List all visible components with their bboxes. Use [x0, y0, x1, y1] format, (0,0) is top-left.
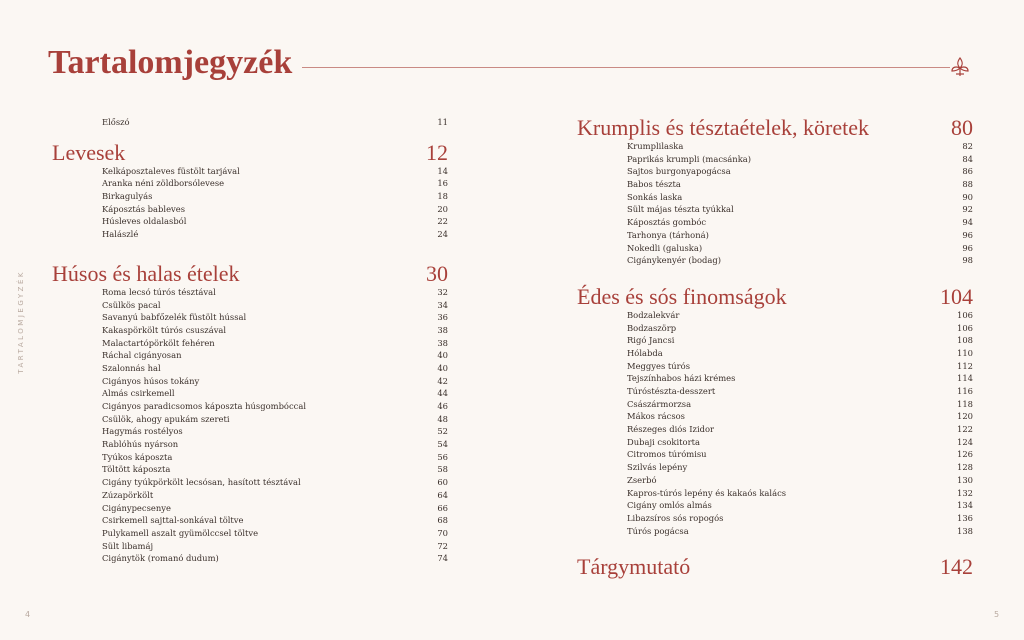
page-number-left: 4	[25, 610, 31, 619]
entry-label: Cigánykenyér (bodag)	[627, 255, 721, 266]
toc-entry[interactable]	[577, 203, 973, 216]
entry-page: 11	[437, 117, 448, 127]
entry-page: 136	[957, 512, 973, 523]
side-running-head: TARTALOMJEGYZÉK	[17, 270, 25, 374]
entry-page: 88	[962, 179, 973, 190]
page-number-right: 5	[994, 610, 1000, 619]
entry-label: Tarhonya (tárhoná)	[627, 229, 709, 240]
toc-entry[interactable]	[577, 499, 973, 512]
entry-label: Zserbó	[627, 474, 657, 485]
entry-label: Túrós pogácsa	[627, 525, 689, 536]
entry-label: Malactartópörkölt fehéren	[102, 337, 215, 348]
entry-label: Kapros-túrós lepény és kakaós kalács	[627, 487, 787, 498]
entry-page: 94	[962, 217, 973, 228]
toc-entry[interactable]	[52, 177, 448, 190]
toc-entry[interactable]	[577, 153, 973, 166]
entry-page: 124	[957, 436, 973, 447]
entry-page: 16	[437, 178, 448, 189]
entry-page: 130	[957, 474, 973, 485]
section-title: Levesek	[52, 139, 126, 165]
toc-entry[interactable]	[577, 525, 973, 538]
entry-label: Meggyes túrós	[627, 360, 691, 371]
entry-label: Cigányos húsos tokány	[102, 375, 200, 386]
entry-label: Sült libamáj	[102, 540, 154, 551]
entry-label: Szilvás lepény	[627, 462, 688, 473]
entry-label: Előszó	[102, 117, 130, 127]
section-heading[interactable]	[52, 262, 448, 286]
left-sections	[52, 141, 448, 565]
entry-label: Dubaji csokitorta	[627, 436, 700, 447]
entry-page: 20	[437, 203, 448, 214]
entry-label: Rablóhús nyárson	[102, 439, 179, 450]
entry-label: Tejszínhabos házi krémes	[627, 373, 736, 384]
section-title: Édes és sós finomságok	[577, 283, 787, 309]
entry-label: Mákos rácsos	[627, 411, 685, 422]
section-title: Krumplis és tésztaételek, köretek	[577, 115, 870, 140]
entry-label: Sült májas tészta tyúkkal	[627, 204, 734, 215]
entry-label: Cigánytök (romanó dudum)	[102, 553, 219, 564]
entry-page: 108	[957, 335, 973, 346]
entry-label: Cigány omlós almás	[627, 500, 712, 511]
entry-label: Csülök, ahogy apukám szereti	[102, 413, 230, 424]
entry-page: 38	[437, 324, 448, 335]
entry-page: 86	[962, 166, 973, 177]
page-title: Tartalomjegyzék	[48, 44, 293, 81]
entry-page: 138	[957, 525, 973, 536]
entry-page: 40	[437, 362, 448, 373]
entry-label: Krumplilaska	[627, 141, 684, 151]
entry-label: Hagymás rostélyos	[102, 426, 183, 437]
entry-label: Csirkemell sajttal-sonkával töltve	[102, 515, 244, 526]
toc-entry[interactable]	[577, 165, 973, 178]
entry-label: Hólabda	[627, 347, 663, 358]
section-gap	[577, 537, 973, 555]
entry-page: 54	[437, 439, 448, 450]
entry-label: Aranka néni zöldborsólevese	[102, 178, 225, 189]
section-heading[interactable]	[52, 141, 448, 165]
toc-entry[interactable]	[52, 286, 448, 299]
entry-label: Káposztás gombóc	[627, 217, 707, 228]
entry-label: Csülkös pacal	[102, 299, 161, 310]
toc-entry[interactable]	[577, 385, 973, 398]
toc-entry[interactable]	[52, 451, 448, 464]
section-heading[interactable]	[577, 285, 973, 309]
entry-page: 128	[957, 462, 973, 473]
entry-page: 84	[962, 153, 973, 164]
entry-page: 46	[437, 401, 448, 411]
entry-page: 82	[962, 141, 973, 151]
entry-page: 114	[957, 373, 973, 384]
entry-label: Savanyú babfőzelék füstölt hússal	[102, 312, 247, 323]
toc-entry[interactable]	[577, 216, 973, 229]
toc-entry[interactable]	[52, 324, 448, 337]
entry-label: Sajtos burgonyapogácsa	[627, 166, 731, 177]
entry-page: 118	[957, 398, 973, 409]
entry-label: Almás csirkemell	[102, 388, 175, 399]
entry-page: 44	[437, 388, 448, 399]
toc-entry[interactable]	[577, 254, 973, 267]
entry-label: Ráchal cigányosan	[102, 350, 182, 361]
toc-entry[interactable]	[52, 362, 448, 375]
toc-entry[interactable]	[577, 334, 973, 347]
toc-entry[interactable]	[52, 203, 448, 216]
toc-entry[interactable]	[52, 514, 448, 527]
toc-entry[interactable]	[577, 229, 973, 242]
toc-entry[interactable]	[577, 436, 973, 449]
toc-entry[interactable]	[52, 337, 448, 350]
entry-page: 116	[957, 386, 973, 396]
section-page: 104	[940, 283, 973, 309]
entry-label: Húsleves oldalasból	[102, 216, 187, 227]
toc-entry[interactable]	[577, 242, 973, 255]
toc-entry[interactable]	[577, 461, 973, 474]
toc-entry[interactable]	[577, 309, 973, 322]
toc-entry[interactable]	[577, 191, 973, 204]
entry-page: 98	[962, 255, 973, 266]
toc-entry[interactable]	[577, 178, 973, 191]
toc-entry[interactable]	[52, 299, 448, 312]
entry-page: 40	[437, 350, 448, 361]
entry-page: 52	[437, 426, 448, 437]
section-page: 142	[940, 554, 973, 580]
entry-label: Részeges diós Izidor	[627, 424, 715, 435]
entry-page: 18	[437, 191, 448, 202]
entry-label: Bodzalekvár	[627, 309, 680, 320]
entry-page: 70	[437, 527, 448, 538]
entry-page: 132	[957, 487, 973, 498]
entry-page: 42	[437, 375, 448, 386]
entry-page: 120	[957, 411, 973, 422]
entry-label: Túróstészta-desszert	[627, 386, 716, 396]
entry-label: Bodzaszörp	[627, 322, 677, 333]
entry-label: Citromos túrómisu	[627, 449, 707, 460]
entry-page: 68	[437, 515, 448, 526]
toc-left-column	[52, 116, 448, 565]
toc-entry[interactable]	[52, 349, 448, 362]
section-gap	[577, 267, 973, 285]
toc-entry[interactable]	[577, 360, 973, 373]
right-sections	[577, 116, 973, 579]
toc-entry[interactable]	[52, 228, 448, 241]
section-gap	[52, 241, 448, 262]
section-page: 30	[426, 260, 448, 286]
toc-entry[interactable]	[577, 140, 973, 153]
entry-label: Sonkás laska	[627, 191, 683, 202]
entry-label: Zúzapörkölt	[102, 489, 154, 500]
entry-label: Paprikás krumpli (macsánka)	[627, 153, 752, 164]
entry-page: 36	[437, 312, 448, 323]
toc-entry[interactable]	[52, 527, 448, 540]
entry-page: 126	[957, 449, 973, 460]
entry-page: 24	[437, 229, 448, 240]
entry-label: Cigányos paradicsomos káposzta húsgombóccal	[102, 401, 307, 411]
entry-label: Rigó Jancsi	[627, 335, 675, 346]
title-rule	[302, 67, 950, 68]
entry-page: 74	[437, 553, 448, 564]
entry-page: 58	[437, 464, 448, 475]
entry-label: Cigány tyúkpörkölt lecsósan, hasított tésztával	[102, 477, 301, 488]
entry-page: 60	[437, 477, 448, 488]
entry-page: 106	[957, 322, 973, 333]
entry-label: Császármorzsa	[627, 398, 692, 409]
section-title: Húsos és halas ételek	[52, 260, 240, 286]
toc-entry[interactable]	[52, 463, 448, 476]
section-page: 80	[951, 115, 973, 140]
toc-entry[interactable]	[52, 375, 448, 388]
toc-entry[interactable]	[577, 512, 973, 525]
toc-entry[interactable]	[52, 489, 448, 502]
toc-entry[interactable]	[52, 387, 448, 400]
entry-label: Szalonnás hal	[102, 362, 161, 373]
toc-entry-foreword[interactable]	[52, 116, 448, 129]
entry-page: 96	[962, 242, 973, 253]
entry-page: 106	[957, 309, 973, 320]
toc-entry[interactable]	[577, 372, 973, 385]
toc-entry[interactable]	[52, 502, 448, 515]
toc-entry[interactable]	[52, 215, 448, 228]
toc-right-column	[577, 116, 973, 579]
entry-page: 110	[957, 347, 973, 358]
toc-entry[interactable]	[52, 413, 448, 426]
toc-entry[interactable]	[52, 476, 448, 489]
entry-label: Töltött káposzta	[102, 464, 171, 475]
section-heading[interactable]	[577, 116, 973, 140]
entry-page: 122	[957, 424, 973, 435]
entry-label: Kakaspörkölt túrós csuszával	[102, 324, 227, 335]
entry-page: 72	[437, 540, 448, 551]
entry-label: Roma lecsó túrós tésztával	[102, 286, 216, 297]
toc-entry[interactable]	[577, 448, 973, 461]
toc-entry[interactable]	[577, 474, 973, 487]
entry-page: 64	[437, 489, 448, 500]
toc-entry[interactable]	[52, 540, 448, 553]
entry-label: Tyúkos káposzta	[102, 451, 173, 462]
entry-page: 96	[962, 229, 973, 240]
toc-entry[interactable]	[52, 311, 448, 324]
section-heading[interactable]	[577, 555, 973, 579]
toc-entry[interactable]	[577, 487, 973, 500]
entry-label: Nokedli (galuska)	[627, 242, 703, 253]
entry-page: 22	[437, 216, 448, 227]
toc-entry[interactable]	[577, 410, 973, 423]
entry-page: 14	[437, 165, 448, 176]
entry-page: 90	[962, 191, 973, 202]
toc-entry[interactable]	[52, 165, 448, 178]
entry-label: Cigánypecsenye	[102, 502, 171, 513]
toc-entry[interactable]	[577, 398, 973, 411]
entry-label: Babos tészta	[627, 179, 681, 190]
toc-entry[interactable]	[577, 322, 973, 335]
toc-entry[interactable]	[52, 425, 448, 438]
entry-page: 134	[957, 500, 973, 511]
fleur-ornament-icon	[948, 56, 972, 78]
toc-entry[interactable]	[52, 552, 448, 565]
entry-label: Pulykamell aszalt gyümölccsel töltve	[102, 527, 259, 538]
entry-page: 112	[957, 360, 973, 371]
toc-entry[interactable]	[577, 423, 973, 436]
entry-page: 34	[437, 299, 448, 310]
entry-page: 32	[437, 286, 448, 297]
toc-entry[interactable]	[52, 400, 448, 413]
toc-entry[interactable]	[577, 347, 973, 360]
entry-page: 92	[962, 204, 973, 215]
section-page: 12	[426, 139, 448, 165]
entry-page: 38	[437, 337, 448, 348]
entry-label: Kelkáposztaleves füstölt tarjával	[102, 165, 240, 176]
entry-page: 66	[437, 502, 448, 513]
section-title: Tárgymutató	[577, 554, 691, 580]
entry-page: 56	[437, 451, 448, 462]
toc-entry[interactable]	[52, 190, 448, 203]
toc-entry[interactable]	[52, 438, 448, 451]
entry-label: Halászlé	[102, 229, 139, 240]
entry-label: Birkagulyás	[102, 191, 153, 202]
entry-label: Libazsíros sós ropogós	[627, 512, 724, 523]
entry-page: 48	[437, 413, 448, 424]
entry-label: Káposztás bableves	[102, 203, 186, 214]
